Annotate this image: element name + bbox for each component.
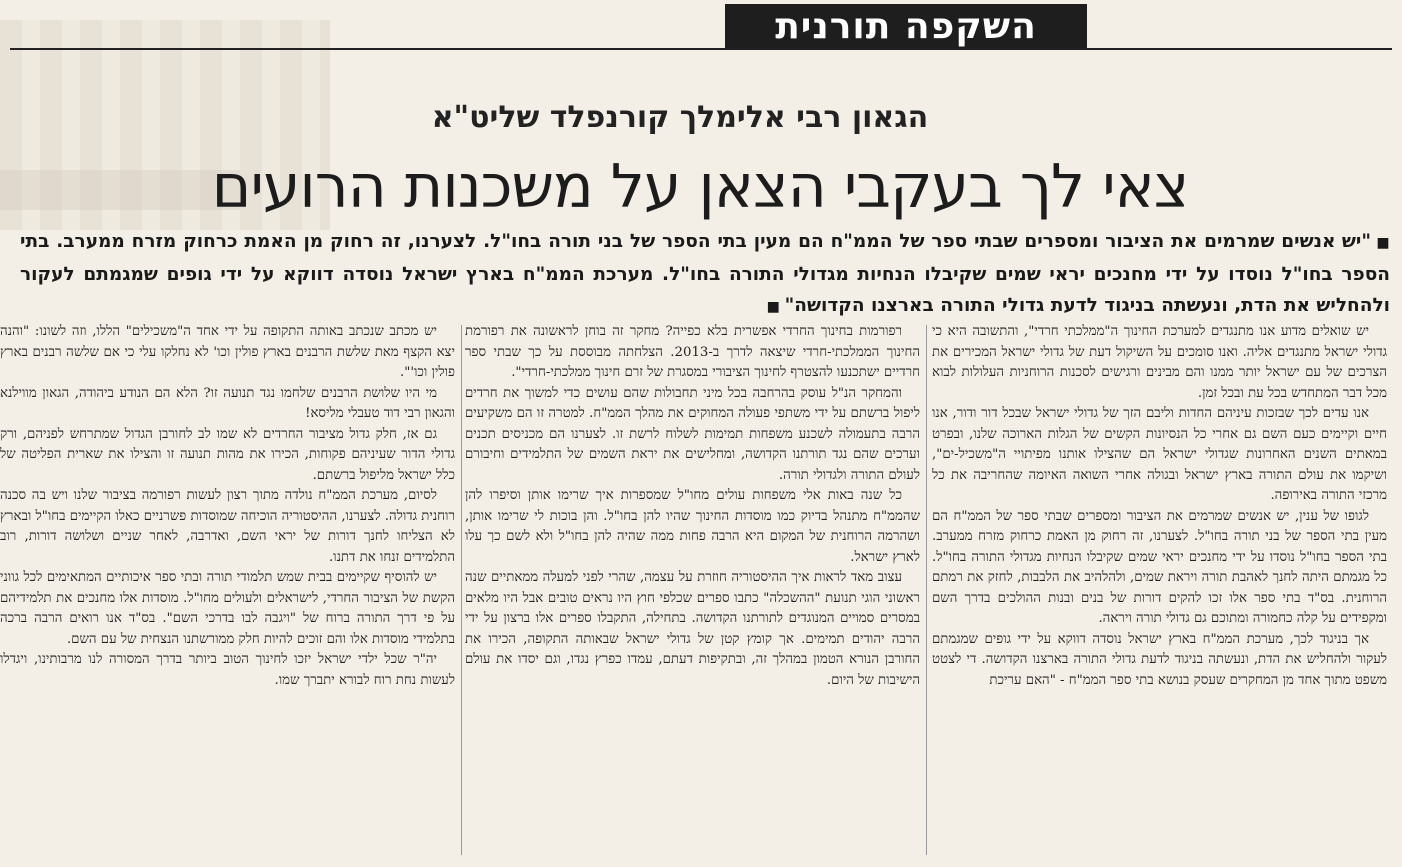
paragraph: כל שנה באות אלי משפחות עולים מחו"ל שמספרות איך שרימו אותן וסיפרו להן שהממ"ח מתנהל בדיוק כמו מוסדות החינוך שהיו להן בחו"ל. והן בוכות לי שרימו אותן, ושהרמה הרוחנית של המקום היא הרבה פחות ממה שהיה להן בחו"ל ולא לשם כך עלו לארץ ישראל. (465, 488, 920, 565)
paragraph: רפורמות בחינוך החרדי אפשרית בלא כפייה? מחקר זה בוחן לראשונה את רפורמת החינוך הממלכתי-חרדי שיצאה לדרך ב-2013. הצלחתה מבוססת על כך שבתי ספר חרדיים ישתכנעו להצטרף לחינוך הציבורי במסגרת של זרם חינוך ממלכתי-חרדי". (465, 324, 920, 380)
paragraph: עצוב מאד לראות איך ההיסטוריה חוזרת על עצמה, שהרי לפני למעלה ממאתיים שנה ראשוני הוגי תנועת "ההשכלה" כתבו ספרים שכלפי חוץ היו נראים טובים אבל היו מלאים במסרים סמויים המנוגדים לתורתנו הקדושה. בתחילה, התקבלו ספרים אלו ברצון על ידי הרבה יהודים תמימים. אך קומץ קטן של גדולי ישראל שבאותה התקופה, הכירו את החורבן הנורא הטמון במהלך זה, ובתקיפות דעתם, עמדו כפרץ נגדו, וגם יסדו את עולם הישיבות של היום. (465, 570, 920, 688)
paragraph: יש שואלים מדוע אנו מתנגדים למערכת החינוך ה"ממלכתי חרדי", והתשובה היא כי גדולי ישראל מתנגדים אליה. ואנו סומכים על השיקול דעת של גדולי ישראל המכירים את הצרכים של עם ישראל יותר ממנו והם מבינים ורגישים לסכנות הרוחניות העלולות לבוא מכל דבר המתחדש בכל עת ובכל זמן. (932, 324, 1387, 401)
square-bullet-icon: ■ (1371, 235, 1390, 251)
paragraph: והמחקר הנ"ל עוסק בהרחבה בכל מיני תחבולות שהם עושים כדי למשוך את חרדים ליפול ברשתם על ידי משתפי פעולה המחוקים את מהלך הממ"ח. למטרה זו הם משקיעים הרבה בתעמולה לשכנע משפחות תמימות לשלוח לרשת זו. לצערנו הם מכניסים תכנים וערכים שהם נגד תורתנו הקדושה, ומחלישים את יראת השמים של התלמידים וחיבורם לעולם התורה ולגדולי תורה. (465, 385, 920, 483)
article-column-2 (465, 322, 920, 862)
paragraph: לגופו של ענין, יש אנשים שמרמים את הציבור ומספרים שבתי ספר של הממ"ח הם מעין בתי הספר של בני תורה בחו"ל. לצערנו, זה רחוק מן האמת כרחוק מזרח ממערב. בתי הספר בחו"ל נוסדו על ידי מחנכים יראי שמים שקיבלו הנחיות מגדולי התורה בחו"ל. כל מגמתם היתה לחנך לאהבת תורה ויראת שמים, ולהלהיב את הלבבות, לחזק את רמתם הרוחנית. בס"ד בתי ספר אלו זכו להקים דורות של בנים ובנות ההולכים בדרך השם ומקפידים על קלה כחמורה ומתוכם גם גדולי תורה ויראה. (932, 508, 1387, 626)
lead-paragraph (20, 226, 1390, 318)
column-divider (926, 325, 927, 855)
article-column-3 (0, 322, 455, 850)
byline: הגאון רבי אלימלך קורנפלד שליט"א (431, 100, 929, 135)
column-divider (461, 325, 462, 855)
paragraph: גם אז, חלק גדול מציבור החרדים לא שמו לב לחורבן הגדול שמתרחש לפניהם, ורק גדולי הדור שעיניהם פקוחות, הכירו את מהות תנועה זו והצילו את שארית הפליטה של כלל ישראל מליפול ברשתם. (0, 426, 455, 483)
paragraph: יה"ר שכל ילדי ישראל יזכו לחינוך הטוב ביותר בדרך המסורה לנו מרבותינו, ויגדלו לעשות נחת רוח לבורא יתברך שמו. (0, 652, 455, 688)
lead-text: "יש אנשים שמרמים את הציבור ומספרים שבתי ספר של הממ"ח הם מעין בתי הספר של בני תורה בחו"ל. לצערנו, זה רחוק מן האמת כרחוק מזרח ממערב. בתי הספר בחו"ל נוסדו על ידי מחנכים יראי שמים שקיבלו הנחיות מגדולי התורה בחו"ל. מערכת הממ"ח בארץ ישראל נוסדה דווקא על ידי גופים שמגמתם לעקור ולהחליש את הדת, ונעשתה בניגוד לדעת גדולי התורה בארצנו הקדושה" (20, 231, 1390, 316)
paragraph: לסיום, מערכת הממ"ח נולדה מתוך רצון לעשות רפורמה בציבור שלנו ויש בה סכנה רוחנית גדולה. לצערנו, ההיסטוריה הוכיחה שמוסדות פשרניים כאלו הקיימים בחו"ל ובארץ לא הצליחו לחנך דורות של יראי השם, ואדרבה, לאחר שניים ושלושה דורות, רוב התלמידים זנחו את דתנו. (0, 488, 455, 565)
paragraph: מי היו שלושת הרבנים שלחמו נגד תנועה זו? הלא הם הנודע ביהודה, הגאון מווילנא והגאון רבי דוד טעבלי מליסא! (0, 385, 455, 421)
section-label: השקפה תורנית (725, 4, 1087, 50)
paragraph: יש להוסיף שקיימים בבית שמש תלמודי תורה ובתי ספר איכותיים המתאימים לכל גווני הקשת של הציבור החרדי, לישראלים ולעולים מחו"ל. מוסדות אלו מחנכים את תלמידיהם על פי דרך התורה ברוח של "ויגבה לבו בדרכי השם". בס"ד אנו רואים הרבה ברכה בתלמידי מוסדות אלו והם זוכים להיות חלק ממורשתנו הנצחית של עם השם. (0, 570, 455, 647)
top-rule (10, 48, 1392, 50)
paragraph: אך בניגוד לכך, מערכת הממ"ח בארץ ישראל נוסדה דווקא על ידי גופים שמגמתם לעקור ולהחליש את הדת, ונעשתה בניגוד לדעת גדולי התורה בארצנו הקדושה. די לצטט משפט מתוך אחד מן המחקרים שעסק בנושא בתי ספר הממ"ח - "האם עריכת (932, 631, 1387, 688)
paragraph: אנו עדים לכך שבזכות עיניהם החדות וליבם הזך של גדולי ישראל שבכל דור ודור, אנו חיים וקיימים כעם השם גם אחרי כל הנסיונות הקשים של הגלות הארוכה שלנו, ובפרט במאתים השנים האחרונות שגדולי ישראל הם שהצילו אותנו מפיתויי ה"משכיל-ים", ושיקמו את עולם התורה בארץ ישראל ובגולה אחרי השואה האיומה שהחריבה את כל מרכזי התורה באירופה. (932, 406, 1387, 503)
headline: צאי לך בעקבי הצאן על משכנות הרועים (211, 152, 1189, 222)
square-bullet-icon: ■ (766, 299, 785, 315)
paragraph: יש מכתב שנכתב באותה התקופה על ידי אחד ה"משכילים" הללו, וזה לשונו: "והנה יצא הקצף מאת שלשת הרבנים בארץ פולין וכו' לא נחלקו עלי כי אם שלשה רבנים בארץ פולין וכו'". (0, 324, 455, 380)
article-column-1 (932, 322, 1387, 862)
